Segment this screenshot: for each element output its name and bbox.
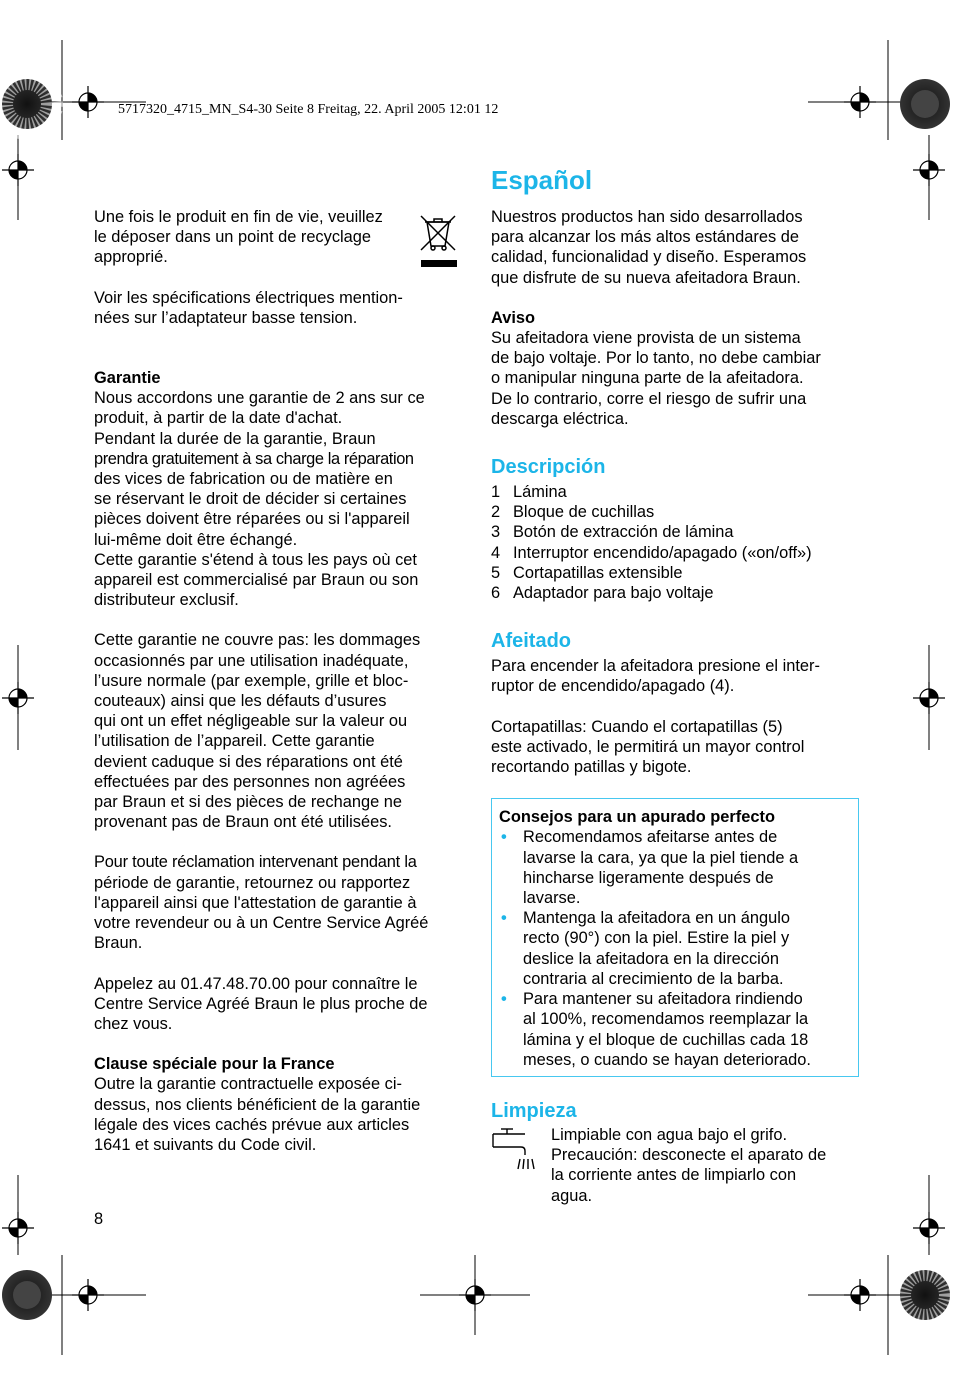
intro-paragraph [491, 207, 863, 288]
garantie-heading: Garantie [94, 369, 161, 388]
clause-paragraph [94, 1074, 459, 1155]
item-number: 5 [491, 563, 501, 582]
text-line: Nous accordons une garantie de 2 ans sur ce [94, 389, 425, 408]
text-line: Recomendamos afeitarse antes de [523, 828, 778, 847]
text-line: Appelez au 01.47.48.70.00 pour connaître le [94, 974, 418, 993]
tips-box [491, 798, 859, 1077]
text-line: este activado, le permitirá un mayor control [491, 737, 805, 756]
item-text: Interruptor encendido/apagado («on/off») [513, 543, 812, 562]
list-item [491, 583, 863, 603]
descripcion-heading: Descripción [491, 456, 606, 479]
item-number: 4 [491, 543, 501, 562]
text-line: hincharse ligeramente después de [523, 868, 774, 887]
tips-heading: Consejos para un apurado perfecto [499, 808, 775, 827]
item-number: 2 [491, 503, 501, 522]
item-text: Cortapatillas extensible [513, 563, 683, 582]
left-column [94, 207, 459, 1155]
text-line: appareil est commercialisé par Braun ou son [94, 571, 419, 590]
text-line: prendra gratuitement à sa charge la réparation [94, 449, 414, 468]
text-line: chez vous. [94, 1014, 173, 1033]
list-item [491, 543, 863, 563]
text-line: Precaución: desconecte el aparato de [551, 1146, 827, 1165]
text-line: effectuées par des personnes non agréées [94, 772, 406, 791]
list-item [491, 563, 863, 583]
afeitado-paragraph-2 [491, 717, 863, 778]
tip-text [523, 989, 811, 1070]
text-line: De lo contrario, corre el riesgo de sufrir una [491, 389, 807, 408]
tips-list [499, 827, 846, 1069]
text-line: distributeur exclusif. [94, 591, 239, 610]
bullet: • [501, 828, 507, 847]
text-line: le déposer dans un point de recyclage [94, 228, 372, 247]
text-line: période de garantie, retournez ou rapportez [94, 873, 411, 892]
text-line: votre revendeur ou à un Centre Service Agréé [94, 914, 429, 933]
text-line: Para encender la afeitadora presione el inter- [491, 657, 820, 676]
text-line: 1641 et suivants du Code civil. [94, 1135, 317, 1154]
item-number: 6 [491, 584, 501, 603]
text-line: lavarse. [523, 889, 581, 908]
garantie-paragraph-1 [94, 388, 459, 610]
tip-text [523, 908, 790, 989]
text-line: qui ont un effet négligeable sur la valeur ou [94, 712, 408, 731]
specs-note [94, 288, 459, 328]
list-item [499, 908, 846, 989]
text-line: couteaux) ainsi que les défauts d’usures [94, 692, 387, 711]
item-text: Lámina [513, 483, 567, 502]
text-line: de bajo voltaje. Por lo tanto, no debe cambiar [491, 349, 821, 368]
print-header: 5717320_4715_MN_S4-30 Seite 8 Freitag, 22. April 2005 12:01 12 [118, 102, 499, 117]
water-tap-icon [491, 1125, 551, 1173]
list-item [499, 827, 846, 908]
text-line: lavarse la cara, ya que la piel tiende a [523, 848, 799, 867]
text-line: descarga eléctrica. [491, 409, 629, 428]
text-line: Para mantener su afeitadora rindiendo [523, 990, 803, 1009]
garantie-paragraph-3 [94, 852, 459, 953]
text-line: recortando patillas y bigote. [491, 758, 692, 777]
text-line: Nuestros productos han sido desarrollados [491, 208, 803, 226]
text-line: l'appareil ainsi que l'attestation de garantie à [94, 893, 417, 912]
garantie-paragraph-2 [94, 630, 459, 832]
descripcion-list [491, 482, 863, 603]
clause-heading: Clause spéciale pour la France [94, 1055, 335, 1074]
item-number: 3 [491, 523, 501, 542]
text-line: provenant pas de Braun ont été utilisées. [94, 813, 392, 832]
text-line: al 100%, recomendamos reemplazar la [523, 1010, 809, 1029]
text-line: lámina y el bloque de cuchillas cada 18 [523, 1030, 809, 1049]
text-line: calidad, funcionalidad y diseño. Esperamos [491, 248, 807, 267]
text-line: Centre Service Agréé Braun le plus proche de [94, 994, 428, 1013]
text-line: devient caduque si des réparations ont été [94, 752, 403, 771]
text-line: Voir les spécifications électriques mention- [94, 288, 403, 307]
text-line: Su afeitadora viene provista de un sistema [491, 329, 801, 348]
text-line: deslice la afeitadora en la dirección [523, 949, 780, 968]
text-line: légale des vices cachés prévue aux articles [94, 1115, 410, 1134]
text-line: Cette garantie s'étend à tous les pays où cet [94, 550, 417, 569]
afeitado-paragraph-1 [491, 656, 863, 696]
afeitado-heading: Afeitado [491, 630, 571, 653]
text-line: par Braun et si des pièces de rechange ne [94, 793, 402, 812]
text-line: Outre la garantie contractuelle exposée ci- [94, 1075, 402, 1094]
list-item [499, 989, 846, 1070]
text-line: l’usure normale (par exemple, grille et bloc- [94, 671, 409, 690]
text-line: recto (90°) con la piel. Estire la piel y [523, 929, 790, 948]
text-line: produit, à partir de la date d'achat. [94, 409, 343, 428]
limpieza-heading: Limpieza [491, 1099, 577, 1122]
garantie-paragraph-4 [94, 974, 459, 1035]
text-line: nées sur l’adaptateur basse tension. [94, 308, 358, 327]
list-item [491, 502, 863, 522]
text-line: dessus, nos clients bénéficient de la garantie [94, 1095, 421, 1114]
text-line: Limpiable con agua bajo el grifo. [551, 1125, 787, 1144]
page-number: 8 [94, 1210, 104, 1228]
item-text: Adaptador para bajo voltaje [513, 584, 714, 603]
bullet: • [501, 990, 507, 1009]
text-line: meses, o cuando se hayan deteriorado. [523, 1050, 811, 1069]
text-line: approprié. [94, 248, 168, 267]
text-line: l’utilisation de l’appareil. Cette garantie [94, 732, 375, 751]
text-line: ruptor de encendido/apagado (4). [491, 677, 735, 696]
limpieza-paragraph [551, 1125, 826, 1206]
aviso-heading: Aviso [491, 308, 536, 327]
text-line: Mantenga la afeitadora en un ángulo [523, 909, 791, 928]
aviso-paragraph [491, 328, 863, 429]
text-line: Pendant la durée de la garantie, Braun [94, 429, 376, 448]
text-line: agua. [551, 1186, 593, 1205]
right-column [491, 207, 863, 1206]
list-item [491, 522, 863, 542]
item-text: Botón de extracción de lámina [513, 523, 734, 542]
item-text: Bloque de cuchillas [513, 503, 655, 522]
item-number: 1 [491, 483, 501, 502]
text-line: la corriente antes de limpiarlo con [551, 1166, 797, 1185]
limpieza-row [491, 1125, 863, 1206]
text-line: Une fois le produit en fin de vie, veuillez [94, 208, 383, 226]
text-line: Cortapatillas: Cuando el cortapatillas (5) [491, 717, 783, 736]
text-line: para alcanzar los más altos estándares de [491, 228, 799, 247]
tip-text [523, 827, 798, 908]
recycling-note [94, 207, 459, 268]
text-line: lui-même doit être échangé. [94, 530, 298, 549]
text-line: des vices de fabrication ou de matière en [94, 470, 393, 489]
text-line: Cette garantie ne couvre pas: les dommages [94, 631, 421, 650]
text-line: Braun. [94, 934, 143, 953]
list-item [491, 482, 863, 502]
text-line: o manipular ninguna parte de la afeitadora. [491, 369, 804, 388]
page-title: Español [491, 165, 593, 195]
text-line: Pour toute réclamation intervenant pendant la [94, 853, 417, 872]
bullet: • [501, 909, 507, 928]
text-line: contraria al crecimiento de la barba. [523, 969, 784, 988]
text-line: pièces doivent être réparées ou si l'appareil [94, 510, 410, 529]
text-line: se réservant le droit de décider si certaines [94, 490, 407, 509]
text-line: que disfrute de su nueva afeitadora Braun. [491, 268, 801, 287]
text-line: occasionnés par une utilisation inadéquate, [94, 651, 409, 670]
